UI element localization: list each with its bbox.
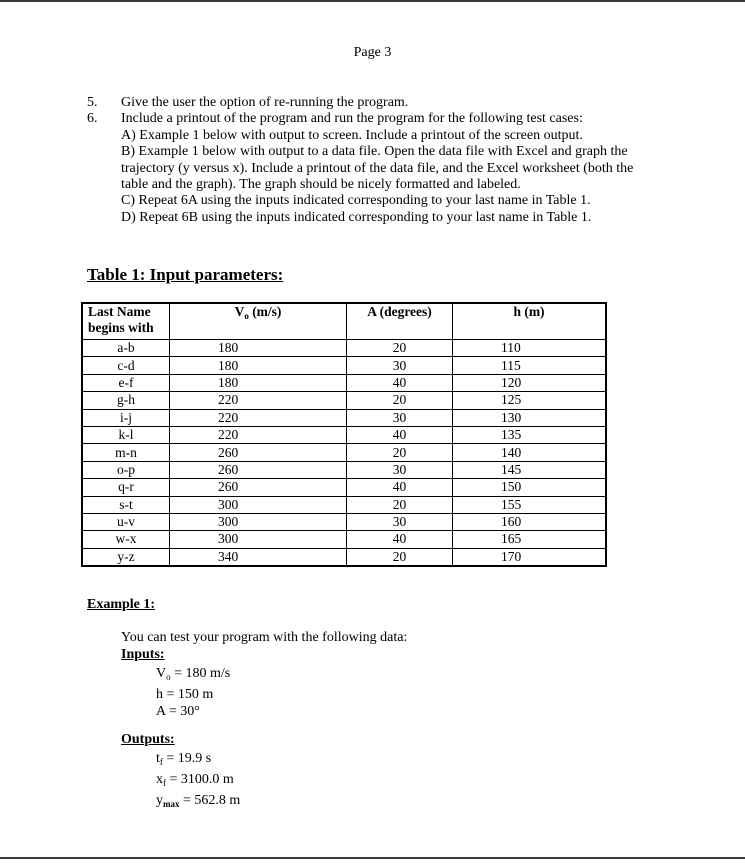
cell-last-name: w-x [82,531,170,548]
input-height: h = 150 m [156,687,214,702]
cell-velocity: 300 [170,496,347,513]
cell-last-name: c-d [82,357,170,374]
table-header-row [82,303,606,340]
outputs-label: Outputs: [121,732,175,747]
cell-last-name: a-b [82,340,170,357]
cell-height: 170 [453,548,607,566]
instruction-list [87,95,687,226]
cell-angle: 30 [347,409,453,426]
input-parameters-table [81,302,607,567]
table-body [82,340,606,567]
header-last-name: Last Name begins with [82,303,170,340]
cell-angle: 20 [347,444,453,461]
cell-angle: 40 [347,531,453,548]
cell-velocity: 180 [170,357,347,374]
cell-height: 150 [453,479,607,496]
cell-velocity: 300 [170,531,347,548]
list-item-text: Include a printout of the program and run the program for the following test cases: [121,111,583,127]
cell-velocity: 220 [170,409,347,426]
header-angle: A (degrees) [347,303,453,340]
cell-angle: 20 [347,392,453,409]
sub-item-line: B) Example 1 below with output to a data file. Open the data file with Excel and graph the [121,144,628,160]
output-time-value: = 19.9 s [162,751,212,766]
cell-last-name: o-p [82,461,170,478]
input-velocity [156,665,230,686]
list-item [87,111,687,127]
cell-angle: 40 [347,479,453,496]
cell-last-name: e-f [82,374,170,391]
input-velocity-symbol: V [156,666,167,681]
table-row [82,513,606,530]
outputs-block [156,750,240,813]
bottom-border-line [0,857,745,859]
cell-height: 125 [453,392,607,409]
cell-last-name: m-n [82,444,170,461]
sub-item-line: A) Example 1 below with output to screen. Include a printout of the screen output. [121,127,583,143]
cell-height: 120 [453,374,607,391]
cell-angle: 20 [347,496,453,513]
output-max-height [156,792,240,813]
input-velocity-sub: o [166,672,171,682]
table-row [82,461,606,478]
cell-angle: 30 [347,513,453,530]
input-velocity-value: = 180 m/s [170,666,231,681]
table-row [82,392,606,409]
list-item [87,95,687,111]
cell-last-name: i-j [82,409,170,426]
header-velocity-sub: o [244,311,249,321]
list-item-number: 6. [87,111,98,127]
inputs-block [156,665,230,720]
cell-velocity: 180 [170,374,347,391]
table-row [82,357,606,374]
list-item-number: 5. [87,95,98,110]
cell-height: 145 [453,461,607,478]
top-border-line [0,0,745,2]
output-time-symbol: t [156,751,160,766]
cell-last-name: u-v [82,513,170,530]
cell-last-name: k-l [82,426,170,443]
example-intro: You can test your program with the following data: [121,630,408,645]
output-max-height-sub: max [163,799,180,809]
sub-item-line: table and the graph). The graph should be nicely formatted and labeled. [121,177,521,193]
table-row [82,548,606,566]
sub-item-line: D) Repeat 6B using the inputs indicated corresponding to your last name in Table 1. [121,209,592,225]
table-title: Table 1: Input parameters: [87,265,284,284]
cell-angle: 40 [347,426,453,443]
cell-angle: 30 [347,461,453,478]
cell-height: 130 [453,409,607,426]
cell-height: 110 [453,340,607,357]
sub-item-line: C) Repeat 6A using the inputs indicated corresponding to your last name in Table 1. [121,193,591,209]
cell-height: 140 [453,444,607,461]
cell-velocity: 260 [170,461,347,478]
input-angle: A = 30° [156,704,200,719]
cell-velocity: 260 [170,444,347,461]
cell-velocity: 260 [170,479,347,496]
cell-last-name: g-h [82,392,170,409]
cell-angle: 40 [347,374,453,391]
cell-velocity: 300 [170,513,347,530]
table-row [82,426,606,443]
cell-velocity: 180 [170,340,347,357]
output-max-height-value: = 562.8 m [179,793,241,808]
cell-angle: 20 [347,340,453,357]
output-distance-value: = 3100.0 m [166,772,234,787]
cell-angle: 30 [347,357,453,374]
table-row [82,479,606,496]
header-velocity [170,303,347,340]
output-distance-symbol: x [156,772,163,787]
table-row [82,340,606,357]
table-row [82,409,606,426]
header-velocity-unit: (m/s) [248,304,282,319]
cell-velocity: 340 [170,548,347,566]
table-row [82,531,606,548]
page-number: Page 3 [353,45,392,60]
sub-item-line: trajectory (y versus x). Include a printout of the data file, and the Excel worksheet (both the [121,160,634,176]
cell-height: 160 [453,513,607,530]
cell-height: 155 [453,496,607,513]
example-title: Example 1: [87,597,156,612]
table-row [82,444,606,461]
table-row [82,496,606,513]
table-row [82,374,606,391]
output-distance-sub: f [163,778,166,788]
cell-height: 165 [453,531,607,548]
cell-angle: 20 [347,548,453,566]
list-item-text: Give the user the option of re-running the program. [121,95,409,110]
output-max-height-symbol: y [156,793,163,808]
inputs-label: Inputs: [121,647,165,662]
cell-height: 115 [453,357,607,374]
cell-last-name: q-r [82,479,170,496]
cell-velocity: 220 [170,392,347,409]
output-time [156,750,240,771]
output-distance [156,771,240,792]
header-height: h (m) [453,303,607,340]
header-velocity-symbol: V [234,304,245,319]
cell-velocity: 220 [170,426,347,443]
cell-last-name: y-z [82,548,170,566]
cell-height: 135 [453,426,607,443]
cell-last-name: s-t [82,496,170,513]
output-time-sub: f [159,757,163,767]
